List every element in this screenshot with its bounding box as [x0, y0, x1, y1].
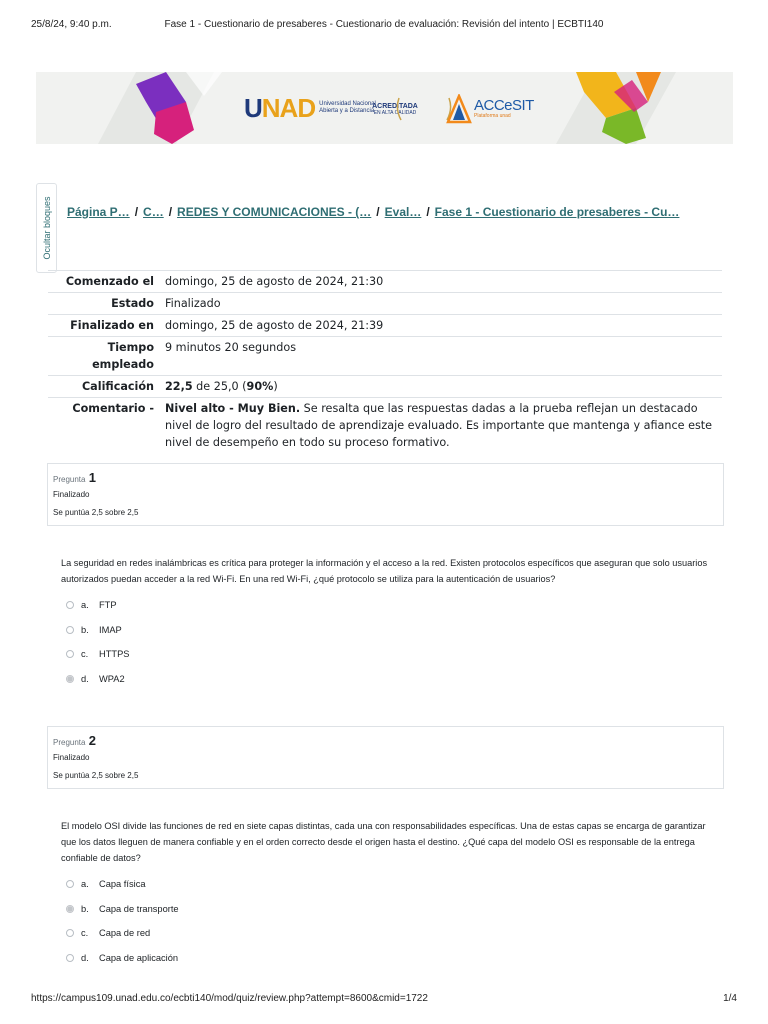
accesit-triangle-icon [446, 94, 472, 124]
question-info-2 [47, 726, 724, 789]
radio-icon[interactable] [66, 929, 74, 937]
answer-option[interactable]: a. Capa física [66, 872, 179, 897]
print-datetime: 25/8/24, 9:40 p.m. [31, 19, 112, 30]
question-label: Pregunta 1 [53, 470, 96, 485]
accesit-sub: Plataforma unad [474, 113, 511, 119]
radio-checked-icon[interactable] [66, 905, 74, 913]
hide-blocks-tab[interactable] [36, 183, 57, 273]
laurel-icon [395, 94, 453, 124]
breadcrumb-course[interactable]: REDES Y COMUNICACIONES - (… [177, 205, 372, 219]
attempt-summary-table [48, 270, 722, 453]
summary-row-grade [48, 376, 722, 398]
print-url: https://campus109.unad.edu.co/ecbti140/mod/quiz/review.php?attempt=8600&cmid=1722 [31, 993, 428, 1004]
print-title: Fase 1 - Cuestionario de presaberes - Cuestionario de evaluación: Revisión del intento | ECBTI140 [164, 19, 604, 30]
answer-option-selected[interactable]: d. WPA2 [66, 667, 129, 692]
breadcrumb: Página P… / C… / REDES Y COMUNICACIONES - (… / Eval… / Fase 1 - Cuestionario de presaberes - Cu… [67, 205, 680, 219]
breadcrumb-quiz[interactable]: Fase 1 - Cuestionario de presaberes - Cu… [434, 205, 680, 219]
question-info-1 [47, 463, 724, 526]
summary-value: 9 minutos 20 segundos [165, 341, 297, 354]
question-state: Finalizado [53, 753, 90, 762]
summary-row-finished [48, 315, 722, 337]
hide-blocks-label: Ocultar bloques [41, 196, 52, 260]
breadcrumb-evaluation[interactable]: Eval… [384, 205, 422, 219]
question-label: Pregunta 2 [53, 733, 96, 748]
answer-option-selected[interactable]: b. Capa de transporte [66, 897, 179, 922]
answer-list-1 [66, 593, 129, 691]
question-grade: Se puntúa 2,5 sobre 2,5 [53, 508, 139, 517]
grade-value: 22,5 de 25,0 (90%) [165, 380, 278, 393]
site-banner [36, 72, 733, 144]
radio-icon[interactable] [66, 650, 74, 658]
radio-checked-icon[interactable] [66, 675, 74, 683]
summary-row-started [48, 271, 722, 293]
summary-row-time [48, 337, 722, 376]
summary-label: Tiempo empleado [92, 341, 154, 371]
radio-icon[interactable] [66, 601, 74, 609]
summary-label: Calificación [81, 380, 154, 393]
accesit-logo [446, 92, 534, 126]
question-grade: Se puntúa 2,5 sobre 2,5 [53, 771, 139, 780]
answer-option[interactable]: b. IMAP [66, 618, 129, 643]
breadcrumb-courses[interactable]: C… [143, 205, 164, 219]
answer-option[interactable]: a. FTP [66, 593, 129, 618]
radio-icon[interactable] [66, 954, 74, 962]
print-page-number: 1/4 [723, 993, 737, 1004]
summary-value: Finalizado [165, 297, 221, 310]
answer-option[interactable]: d. Capa de aplicación [66, 946, 179, 971]
acred-line2: EN ALTA CALIDAD [373, 110, 417, 116]
comment-value: Nivel alto - Muy Bien. Se resalta que las respuestas dadas a la prueba reflejan un destacado nivel de logro del resultado de aprendizaje evaluado. Es importante que mantenga y afiance este nivel de desempeño en todo su proceso formativo. [165, 402, 713, 449]
summary-label: Finalizado en [70, 319, 154, 332]
radio-icon[interactable] [66, 880, 74, 888]
question-state: Finalizado [53, 490, 90, 499]
question-text-1: La seguridad en redes inalámbricas es crítica para proteger la información y el acceso a la red. Existen protocolos específicos que aseguran que solo usuarios autorizados puedan acceder a la red Wi-Fi. En una red Wi-Fi, ¿qué protocolo se utiliza para la autenticación de usuarios? [61, 558, 708, 584]
answer-option[interactable]: c. Capa de red [66, 921, 179, 946]
summary-value: domingo, 25 de agosto de 2024, 21:30 [165, 275, 384, 288]
acred-line1: ACREDITADA [372, 103, 418, 110]
summary-label: Comenzado el [65, 275, 154, 288]
unad-line2: Abierta y a Distancia [319, 108, 375, 114]
breadcrumb-home[interactable]: Página P… [67, 205, 130, 219]
summary-row-state [48, 293, 722, 315]
summary-label: Comentario - [72, 402, 154, 415]
summary-value: domingo, 25 de agosto de 2024, 21:39 [165, 319, 384, 332]
unad-logo: UNAD Universidad Nacional Abierta y a Distancia [244, 92, 376, 123]
question-text-2: El modelo OSI divide las funciones de red en siete capas distintas, cada una con responsabilidades específicas. Una de estas capas se encarga de garantizar que los datos lleguen de manera confiable y en el orden correcto desde el origen hasta el destino. ¿Qué capa del modelo OSI es responsable de la entrega confiable de datos? [61, 821, 706, 863]
summary-row-comment [48, 398, 722, 454]
accreditation-seal [366, 94, 424, 124]
answer-list-2 [66, 872, 179, 970]
summary-label: Estado [111, 297, 154, 310]
radio-icon[interactable] [66, 626, 74, 634]
accesit-name: ACCeSIT [474, 97, 534, 114]
unad-line1: Universidad Nacional [319, 101, 376, 107]
answer-option[interactable]: c. HTTPS [66, 642, 129, 667]
